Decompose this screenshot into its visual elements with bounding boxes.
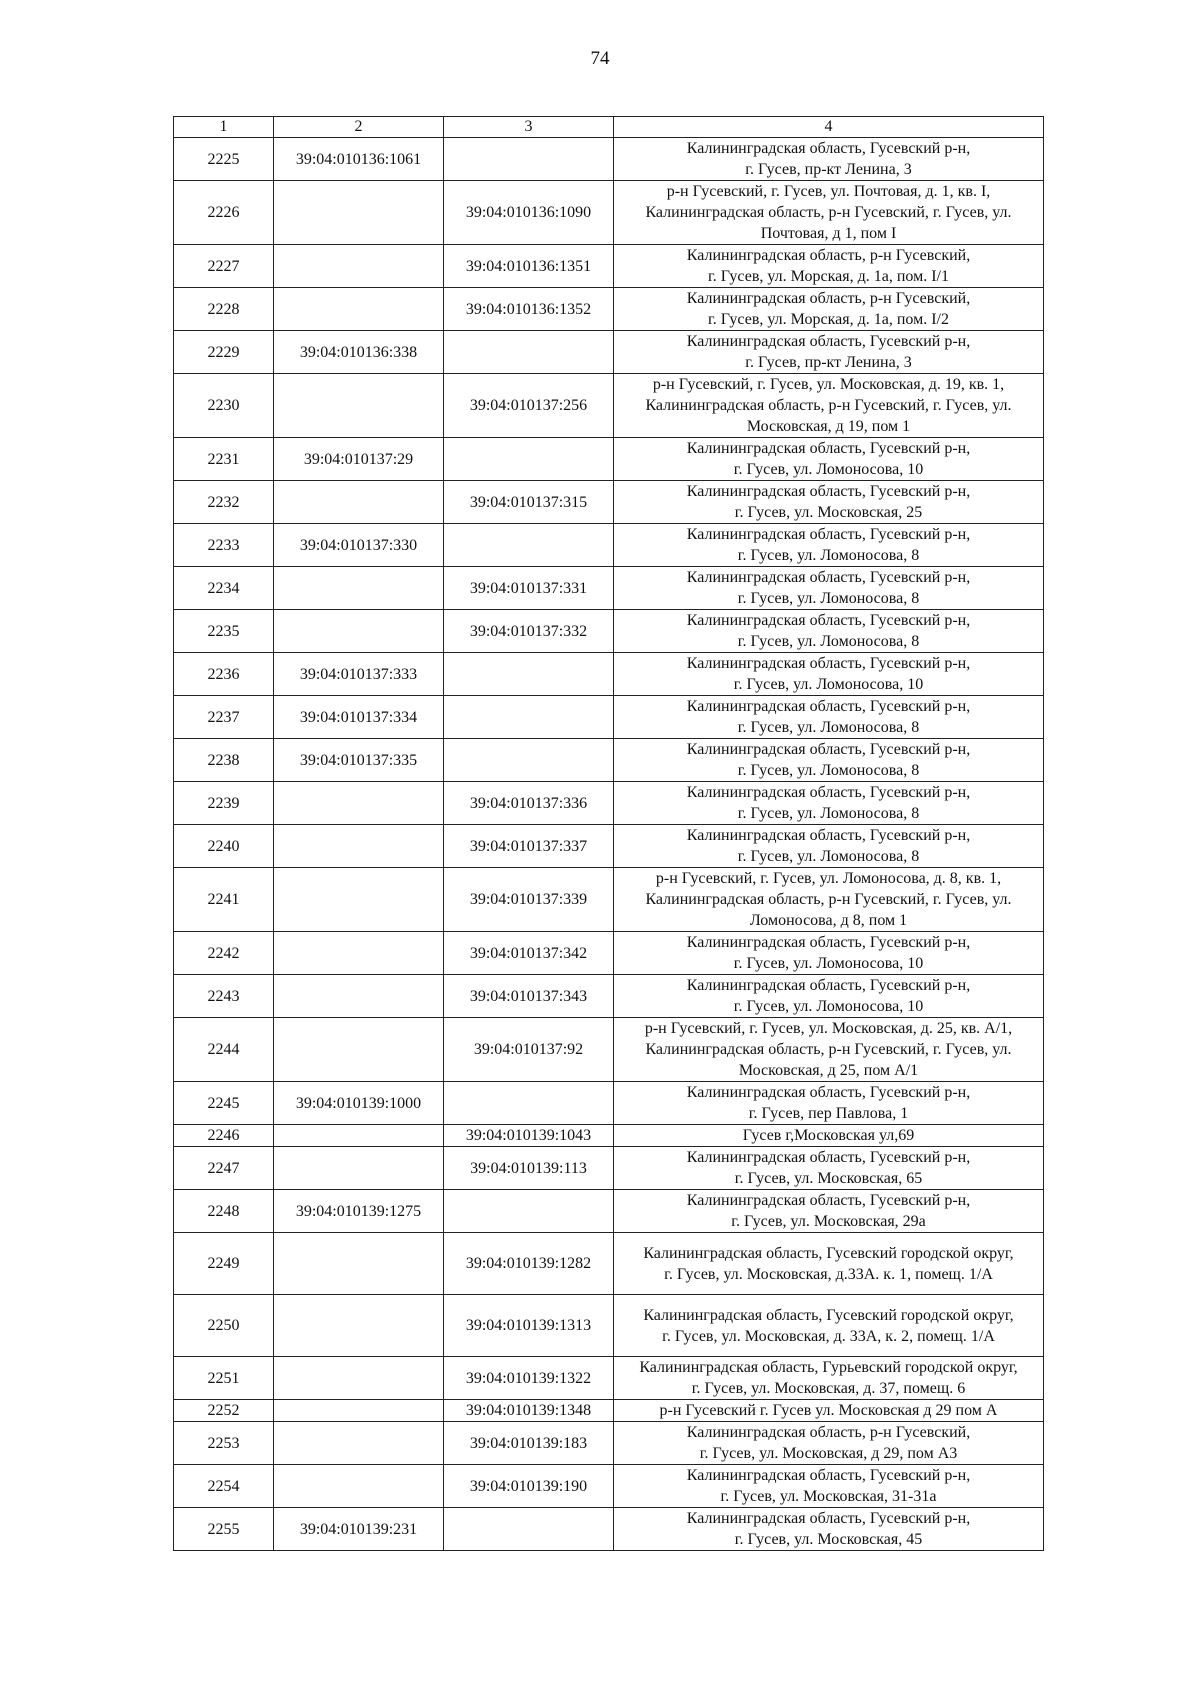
column-header-2: 2 (274, 117, 444, 138)
table-row (174, 438, 1044, 481)
cadastral-number-cell (274, 868, 444, 932)
cadastral-number-cell (274, 932, 444, 975)
row-number-cell: 2254 (174, 1465, 274, 1508)
row-number-cell: 2228 (174, 288, 274, 331)
premises-cadastral-number-cell (444, 138, 614, 181)
cadastral-number-cell (274, 374, 444, 438)
premises-cadastral-number-cell: 39:04:010137:331 (444, 567, 614, 610)
premises-cadastral-number-cell: 39:04:010137:343 (444, 975, 614, 1018)
table-row (174, 288, 1044, 331)
row-number-cell: 2231 (174, 438, 274, 481)
row-number-cell: 2247 (174, 1147, 274, 1190)
premises-cadastral-number-cell: 39:04:010137:342 (444, 932, 614, 975)
address-cell: Калининградская область, Гусевский р-н, г. Гусев, ул. Ломоносова, 8 (614, 524, 1044, 567)
table-row (174, 1018, 1044, 1082)
row-number-cell: 2239 (174, 782, 274, 825)
premises-cadastral-number-cell: 39:04:010136:1352 (444, 288, 614, 331)
row-number-cell: 2238 (174, 739, 274, 782)
address-cell: Калининградская область, Гусевский городской округ, г. Гусев, ул. Московская, д.33А. к. 1, помещ. 1/А (614, 1233, 1044, 1295)
header-row (174, 117, 1044, 138)
address-cell: Калининградская область, Гусевский р-н, г. Гусев, ул. Ломоносова, 8 (614, 782, 1044, 825)
premises-cadastral-number-cell: 39:04:010137:336 (444, 782, 614, 825)
address-cell: Калининградская область, Гусевский р-н, г. Гусев, ул. Ломоносова, 8 (614, 567, 1044, 610)
address-cell: Калининградская область, р-н Гусевский, г. Гусев, ул. Морская, д. 1а, пом. I/1 (614, 245, 1044, 288)
address-cell: Калининградская область, Гусевский р-н, г. Гусев, ул. Ломоносова, 8 (614, 825, 1044, 868)
address-cell: р-н Гусевский г. Гусев ул. Московская д 29 пом А (614, 1400, 1044, 1422)
table-row (174, 1233, 1044, 1295)
table-body (174, 138, 1044, 1551)
premises-cadastral-number-cell: 39:04:010139:113 (444, 1147, 614, 1190)
table-row (174, 610, 1044, 653)
row-number-cell: 2250 (174, 1295, 274, 1357)
table-row (174, 1147, 1044, 1190)
address-cell: Калининградская область, Гусевский р-н, г. Гусев, пр-кт Ленина, 3 (614, 138, 1044, 181)
address-cell: Калининградская область, Гусевский р-н, г. Гусев, ул. Ломоносова, 8 (614, 610, 1044, 653)
address-cell: Гусев г,Московская ул,69 (614, 1125, 1044, 1147)
premises-cadastral-number-cell (444, 524, 614, 567)
address-cell: Калининградская область, Гусевский р-н, г. Гусев, ул. Ломоносова, 10 (614, 975, 1044, 1018)
address-cell: Калининградская область, Гусевский р-н, г. Гусев, ул. Ломоносова, 10 (614, 438, 1044, 481)
cadastral-number-cell (274, 1018, 444, 1082)
address-cell: Калининградская область, Гусевский р-н, г. Гусев, ул. Ломоносова, 8 (614, 696, 1044, 739)
address-cell: Калининградская область, р-н Гусевский, г. Гусев, ул. Московская, д 29, пом А3 (614, 1422, 1044, 1465)
row-number-cell: 2243 (174, 975, 274, 1018)
cadastral-number-cell (274, 975, 444, 1018)
table-row (174, 245, 1044, 288)
address-cell: Калининградская область, Гусевский р-н, г. Гусев, ул. Московская, 45 (614, 1508, 1044, 1551)
table-row (174, 331, 1044, 374)
premises-cadastral-number-cell (444, 739, 614, 782)
table-row (174, 868, 1044, 932)
premises-cadastral-number-cell (444, 1082, 614, 1125)
premises-cadastral-number-cell: 39:04:010139:1322 (444, 1357, 614, 1400)
table-row (174, 825, 1044, 868)
address-cell: Калининградская область, Гусевский р-н, г. Гусев, ул. Московская, 65 (614, 1147, 1044, 1190)
page-number: 74 (590, 48, 610, 69)
premises-cadastral-number-cell (444, 653, 614, 696)
address-cell: Калининградская область, Гусевский р-н, г. Гусев, ул. Московская, 25 (614, 481, 1044, 524)
table-row (174, 1082, 1044, 1125)
row-number-cell: 2226 (174, 181, 274, 245)
cadastral-number-cell: 39:04:010137:335 (274, 739, 444, 782)
row-number-cell: 2234 (174, 567, 274, 610)
table-row (174, 932, 1044, 975)
table-row (174, 1400, 1044, 1422)
address-cell: р-н Гусевский, г. Гусев, ул. Московская, д. 19, кв. 1, Калининградская область, р-н Гусевский, г. Гусев, ул. Московская, д 19, пом 1 (614, 374, 1044, 438)
row-number-cell: 2246 (174, 1125, 274, 1147)
table-row (174, 374, 1044, 438)
column-header-1: 1 (174, 117, 274, 138)
address-cell: р-н Гусевский, г. Гусев, ул. Ломоносова, д. 8, кв. 1, Калининградская область, р-н Гусевский, г. Гусев, ул. Ломоносова, д 8, пом 1 (614, 868, 1044, 932)
table-row (174, 524, 1044, 567)
cadastral-number-cell (274, 610, 444, 653)
cadastral-number-cell (274, 1125, 444, 1147)
premises-cadastral-number-cell: 39:04:010137:337 (444, 825, 614, 868)
cadastral-number-cell (274, 1465, 444, 1508)
premises-cadastral-number-cell: 39:04:010139:1313 (444, 1295, 614, 1357)
premises-cadastral-number-cell: 39:04:010137:332 (444, 610, 614, 653)
address-cell: Калининградская область, Гусевский городской округ, г. Гусев, ул. Московская, д. 33А, к. 2, помещ. 1/А (614, 1295, 1044, 1357)
table-row (174, 782, 1044, 825)
address-cell: р-н Гусевский, г. Гусев, ул. Московская, д. 25, кв. А/1, Калининградская область, р-н Гусевский, г. Гусев, ул. Московская, д 25, пом А/1 (614, 1018, 1044, 1082)
cadastral-number-cell: 39:04:010137:330 (274, 524, 444, 567)
cadastral-number-cell: 39:04:010136:1061 (274, 138, 444, 181)
row-number-cell: 2235 (174, 610, 274, 653)
cadastral-number-cell (274, 567, 444, 610)
premises-cadastral-number-cell: 39:04:010139:1043 (444, 1125, 614, 1147)
address-cell: Калининградская область, р-н Гусевский, г. Гусев, ул. Морская, д. 1а, пом. I/2 (614, 288, 1044, 331)
premises-cadastral-number-cell (444, 1190, 614, 1233)
table-row (174, 1422, 1044, 1465)
row-number-cell: 2251 (174, 1357, 274, 1400)
premises-cadastral-number-cell (444, 1508, 614, 1551)
cadastral-number-cell: 39:04:010139:1275 (274, 1190, 444, 1233)
table-row (174, 739, 1044, 782)
address-cell: Калининградская область, Гусевский р-н, г. Гусев, ул. Московская, 31-31а (614, 1465, 1044, 1508)
premises-cadastral-number-cell: 39:04:010136:1090 (444, 181, 614, 245)
premises-cadastral-number-cell: 39:04:010137:256 (444, 374, 614, 438)
row-number-cell: 2245 (174, 1082, 274, 1125)
cadastral-number-cell (274, 481, 444, 524)
row-number-cell: 2232 (174, 481, 274, 524)
premises-cadastral-number-cell (444, 438, 614, 481)
table-row (174, 653, 1044, 696)
cadastral-number-cell: 39:04:010136:338 (274, 331, 444, 374)
address-cell: Калининградская область, Гусевский р-н, г. Гусев, ул. Московская, 29а (614, 1190, 1044, 1233)
row-number-cell: 2229 (174, 331, 274, 374)
row-number-cell: 2237 (174, 696, 274, 739)
premises-cadastral-number-cell: 39:04:010139:1282 (444, 1233, 614, 1295)
table-row (174, 1125, 1044, 1147)
address-cell: Калининградская область, Гусевский р-н, г. Гусев, ул. Ломоносова, 10 (614, 932, 1044, 975)
table-row (174, 181, 1044, 245)
table-row (174, 975, 1044, 1018)
row-number-cell: 2227 (174, 245, 274, 288)
table-row (174, 1295, 1044, 1357)
row-number-cell: 2255 (174, 1508, 274, 1551)
row-number-cell: 2252 (174, 1400, 274, 1422)
cadastral-number-cell: 39:04:010137:29 (274, 438, 444, 481)
address-cell: Калининградская область, Гусевский р-н, г. Гусев, пер Павлова, 1 (614, 1082, 1044, 1125)
premises-cadastral-number-cell (444, 331, 614, 374)
row-number-cell: 2225 (174, 138, 274, 181)
cadastral-number-cell (274, 288, 444, 331)
table-row (174, 567, 1044, 610)
cadastral-number-cell (274, 245, 444, 288)
cadastral-number-cell: 39:04:010139:1000 (274, 1082, 444, 1125)
register-table (173, 116, 1044, 1551)
address-cell: Калининградская область, Гусевский р-н, г. Гусев, пр-кт Ленина, 3 (614, 331, 1044, 374)
premises-cadastral-number-cell: 39:04:010139:190 (444, 1465, 614, 1508)
row-number-cell: 2244 (174, 1018, 274, 1082)
table-row (174, 1465, 1044, 1508)
row-number-cell: 2253 (174, 1422, 274, 1465)
cadastral-number-cell (274, 1147, 444, 1190)
premises-cadastral-number-cell: 39:04:010139:183 (444, 1422, 614, 1465)
cadastral-number-cell (274, 181, 444, 245)
cadastral-number-cell (274, 1357, 444, 1400)
cadastral-number-cell (274, 825, 444, 868)
table-row (174, 481, 1044, 524)
cadastral-number-cell (274, 782, 444, 825)
cadastral-number-cell: 39:04:010137:334 (274, 696, 444, 739)
row-number-cell: 2240 (174, 825, 274, 868)
premises-cadastral-number-cell (444, 696, 614, 739)
address-cell: Калининградская область, Гурьевский городской округ, г. Гусев, ул. Московская, д. 37, помещ. 6 (614, 1357, 1044, 1400)
premises-cadastral-number-cell: 39:04:010136:1351 (444, 245, 614, 288)
table-row (174, 1190, 1044, 1233)
row-number-cell: 2233 (174, 524, 274, 567)
row-number-cell: 2248 (174, 1190, 274, 1233)
cadastral-number-cell: 39:04:010137:333 (274, 653, 444, 696)
row-number-cell: 2230 (174, 374, 274, 438)
table-row (174, 138, 1044, 181)
table-row (174, 696, 1044, 739)
row-number-cell: 2249 (174, 1233, 274, 1295)
cadastral-number-cell (274, 1233, 444, 1295)
column-header-3: 3 (444, 117, 614, 138)
row-number-cell: 2241 (174, 868, 274, 932)
table-row (174, 1357, 1044, 1400)
cadastral-number-cell: 39:04:010139:231 (274, 1508, 444, 1551)
row-number-cell: 2242 (174, 932, 274, 975)
premises-cadastral-number-cell: 39:04:010137:339 (444, 868, 614, 932)
row-number-cell: 2236 (174, 653, 274, 696)
premises-cadastral-number-cell: 39:04:010137:92 (444, 1018, 614, 1082)
cadastral-number-cell (274, 1295, 444, 1357)
premises-cadastral-number-cell: 39:04:010137:315 (444, 481, 614, 524)
premises-cadastral-number-cell: 39:04:010139:1348 (444, 1400, 614, 1422)
table-row (174, 1508, 1044, 1551)
column-header-4: 4 (614, 117, 1044, 138)
address-cell: Калининградская область, Гусевский р-н, г. Гусев, ул. Ломоносова, 8 (614, 739, 1044, 782)
address-cell: р-н Гусевский, г. Гусев, ул. Почтовая, д. 1, кв. I, Калининградская область, р-н Гусевский, г. Гусев, ул. Почтовая, д 1, пом I (614, 181, 1044, 245)
cadastral-number-cell (274, 1400, 444, 1422)
cadastral-number-cell (274, 1422, 444, 1465)
address-cell: Калининградская область, Гусевский р-н, г. Гусев, ул. Ломоносова, 10 (614, 653, 1044, 696)
